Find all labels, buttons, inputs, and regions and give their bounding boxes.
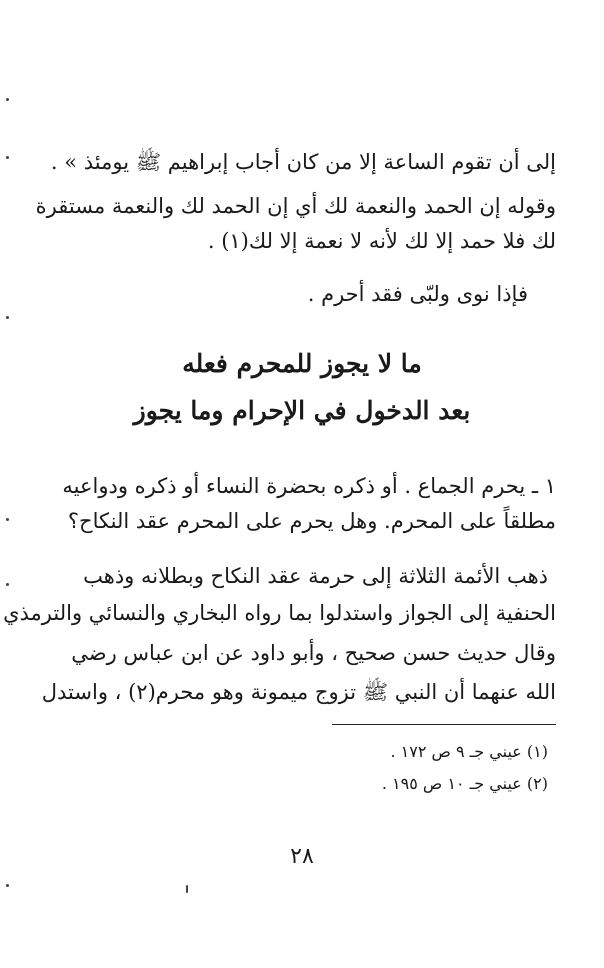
- scan-speck: [186, 885, 188, 893]
- text-line: وقوله إن الحمد والنعمة لك أي إن الحمد لك والنعمة مستقرة: [35, 194, 556, 218]
- scan-speck: [6, 518, 9, 521]
- text-line: ذهب الأئمة الثلاثة إلى حرمة عقد النكاح وبطلانه وذهب: [83, 564, 548, 588]
- text-line: ١ ـ يحرم الجماع . أو ذكره بحضرة النساء أو ذكره ودواعيه: [62, 474, 556, 498]
- footnote-2: (٢) عيني جـ ١٠ ص ١٩٥ .: [381, 774, 548, 793]
- scan-speck: [6, 316, 9, 319]
- text-line: مطلقاً على المحرم. وهل يحرم على المحرم عقد النكاح؟: [67, 509, 556, 533]
- section-heading-line-1: ما لا يجوز للمحرم فعله: [182, 349, 422, 378]
- footnote-1: (١) عيني جـ ٩ ص ١٧٢ .: [390, 742, 548, 761]
- footnote-separator: [332, 724, 556, 725]
- scan-speck: [6, 98, 9, 101]
- section-heading-line-2: بعد الدخول في الإحرام وما يجوز: [133, 396, 471, 425]
- scan-speck: [6, 884, 9, 887]
- text-line: وقال حديث حسن صحيح ، وأبو داود عن ابن عباس رضي: [71, 641, 556, 665]
- page-number: ٢٨: [290, 844, 314, 869]
- text-line: الحنفية إلى الجواز واستدلوا بما رواه البخاري والنسائي والترمذي: [3, 601, 556, 625]
- text-line: فإذا نوى ولبّى فقد أحرم .: [307, 282, 528, 306]
- scan-speck: [6, 583, 9, 586]
- text-line: إلى أن تقوم الساعة إلا من كان أجاب إبراهيم ﷺ يومئذ » .: [50, 150, 556, 174]
- scan-speck: [6, 156, 9, 159]
- text-line: الله عنهما أن النبي ﷺ تزوج ميمونة وهو محرم(٢) ، واستدل: [41, 680, 556, 704]
- text-line: لك فلا حمد إلا لك لأنه لا نعمة إلا لك(١) .: [207, 229, 556, 253]
